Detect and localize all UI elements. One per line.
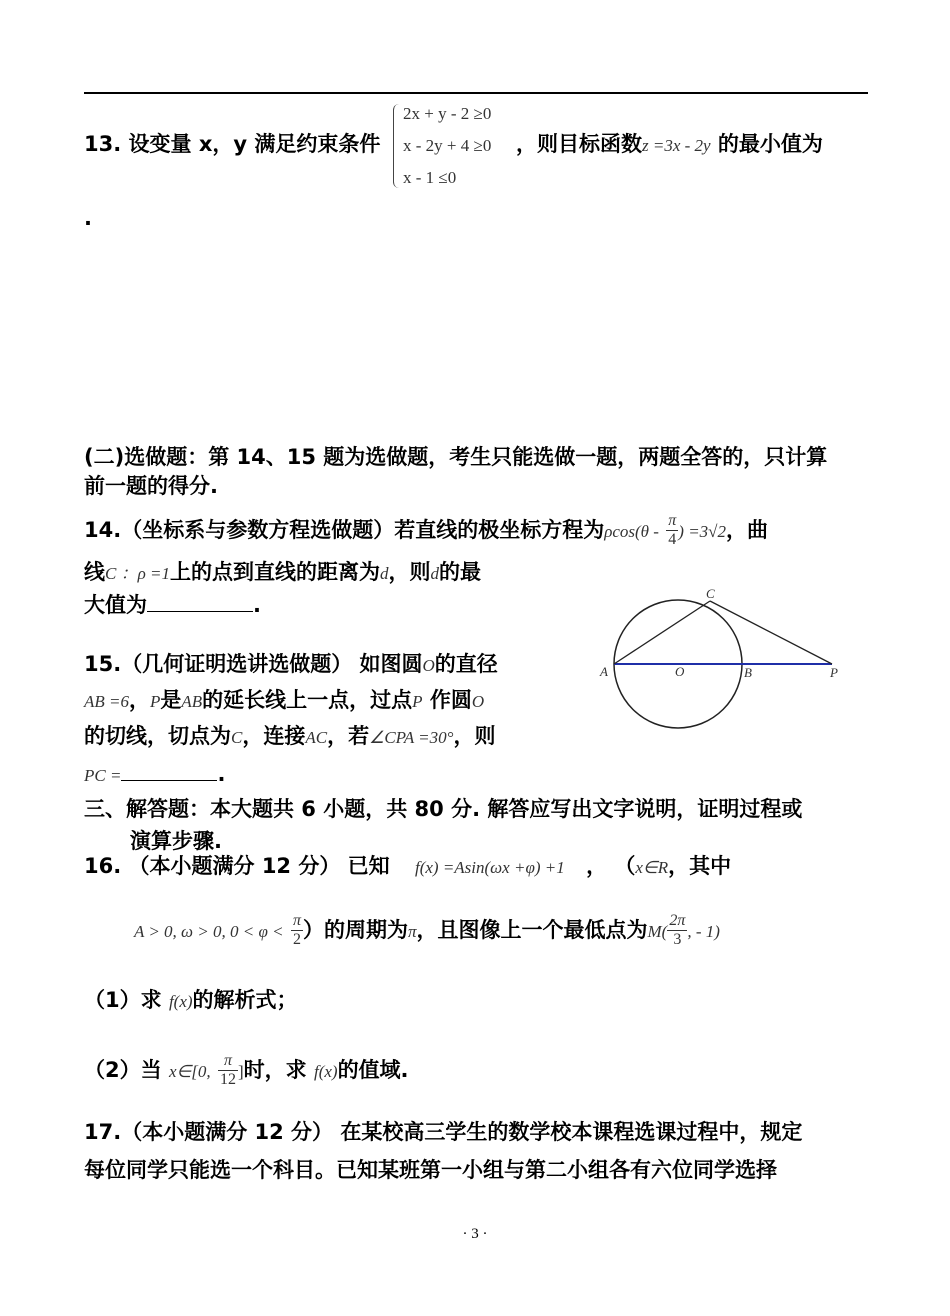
q13-mid: ，则目标函数 <box>516 132 642 156</box>
q13-line <box>84 132 380 157</box>
page-number: · 3 · <box>462 1226 488 1242</box>
q13-suffix: 的最小值为 <box>717 132 823 156</box>
q17-line1: 17.（本小题满分 12 分） 在某校高三学生的数学校本课程选课过程中，规定 <box>84 1120 803 1144</box>
pi-over-12: $\frac{\pi}{12}$ <box>219 1052 236 1089</box>
period: π <box>407 921 417 941</box>
q14-comma: ，曲 <box>726 517 768 542</box>
label-p: P <box>830 665 838 680</box>
pi-over-2: $\frac{\pi}{2}$ <box>292 912 301 949</box>
q15-line3: 的切线，切点为C，连接AC，若∠CPA =30°，则 <box>84 724 496 748</box>
constraint-2: x - 2y + 4 ≥0 <box>403 136 492 155</box>
constraint-1: 2x + y - 2 ≥0 <box>403 104 492 123</box>
q14-line1 <box>84 512 768 550</box>
polar-expr-a: ρcos(θ - <box>604 521 659 541</box>
q14-line2: 线C ：ρ =1上的点到直线的距离为d，则d的最 <box>84 560 481 584</box>
label-b: B <box>744 665 752 680</box>
q14-prefix: 14.（坐标系与参数方程选做题）若直线的极坐标方程为 <box>84 517 605 542</box>
q15-line2: AB =6，P是AB的延长线上一点，过点P 作圆O <box>84 688 485 712</box>
answer-blank <box>147 593 253 612</box>
section3-line1: 三、解答题：本大题共 6 小题，共 80 分. 解答应写出文字说明，证明过程或 <box>84 797 803 821</box>
answer-blank <box>121 762 217 781</box>
q13-prefix: 13. 设变量 x，y 满足约束条件 <box>84 132 381 156</box>
header-rule <box>84 92 868 94</box>
pi-over-4: $\frac{\pi}{4}$ <box>668 512 677 549</box>
q16-part1: （1）求 f(x)的解析式； <box>84 988 298 1012</box>
section2-line2: 前一题的得分. <box>84 474 218 498</box>
function-def: f(x) =Asin(ωx +φ) +1 <box>414 858 565 877</box>
two-pi-over-3: $\frac{2\pi}{3}$ <box>669 912 686 949</box>
conditions: A > 0, ω > 0, 0 < φ < <box>134 921 284 941</box>
q15-line4: PC = . <box>84 762 226 786</box>
q13-answer-dot: . <box>84 206 92 230</box>
q16-line2: A > 0, ω > 0, 0 < φ < $\frac{\pi}{2}$ ）的周期为π，且图像上一个最低点为M( $\frac{2\pi}{3}$ , - 1) <box>134 912 720 949</box>
q16-part2: （2）当 x∈[0, $\frac{\pi}{12}$ ]时，求 f(x)的值域. <box>84 1052 409 1089</box>
constraint-3: x - 1 ≤0 <box>403 168 457 187</box>
constraint-system <box>393 100 523 194</box>
curve-c: C ：ρ =1 <box>105 564 170 583</box>
q13-tail <box>516 132 823 157</box>
section3-line2: 演算步骤. <box>130 829 222 853</box>
label-o: O <box>675 664 685 679</box>
q16-line1: 16. （本小题满分 12 分） 已知 f(x) =Asin(ωx +φ) +1 ， （x∈R，其中 <box>84 854 732 878</box>
section2-line1: (二)选做题：第 14、15 题为选做题，考生只能选做一题，两题全答的，只计算 <box>84 445 828 469</box>
domain: x∈R <box>635 858 669 877</box>
label-c: C <box>706 586 715 601</box>
label-a: A <box>600 664 608 679</box>
chord-ac <box>614 601 710 664</box>
tangent-cp <box>710 601 832 664</box>
q15-line1: 15.（几何证明选讲选做题） 如图圆O的直径 <box>84 652 498 676</box>
q17-line2: 每位同学只能选一个科目。已知某班第一小组与第二小组各有六位同学选择 <box>84 1158 777 1182</box>
left-brace <box>393 104 400 188</box>
circle-tangent-figure <box>596 584 846 734</box>
polar-expr-b: ) =3√2 <box>678 521 726 541</box>
q14-line3: 大值为 . <box>84 593 261 617</box>
objective-function: z =3x - 2y <box>642 136 711 155</box>
